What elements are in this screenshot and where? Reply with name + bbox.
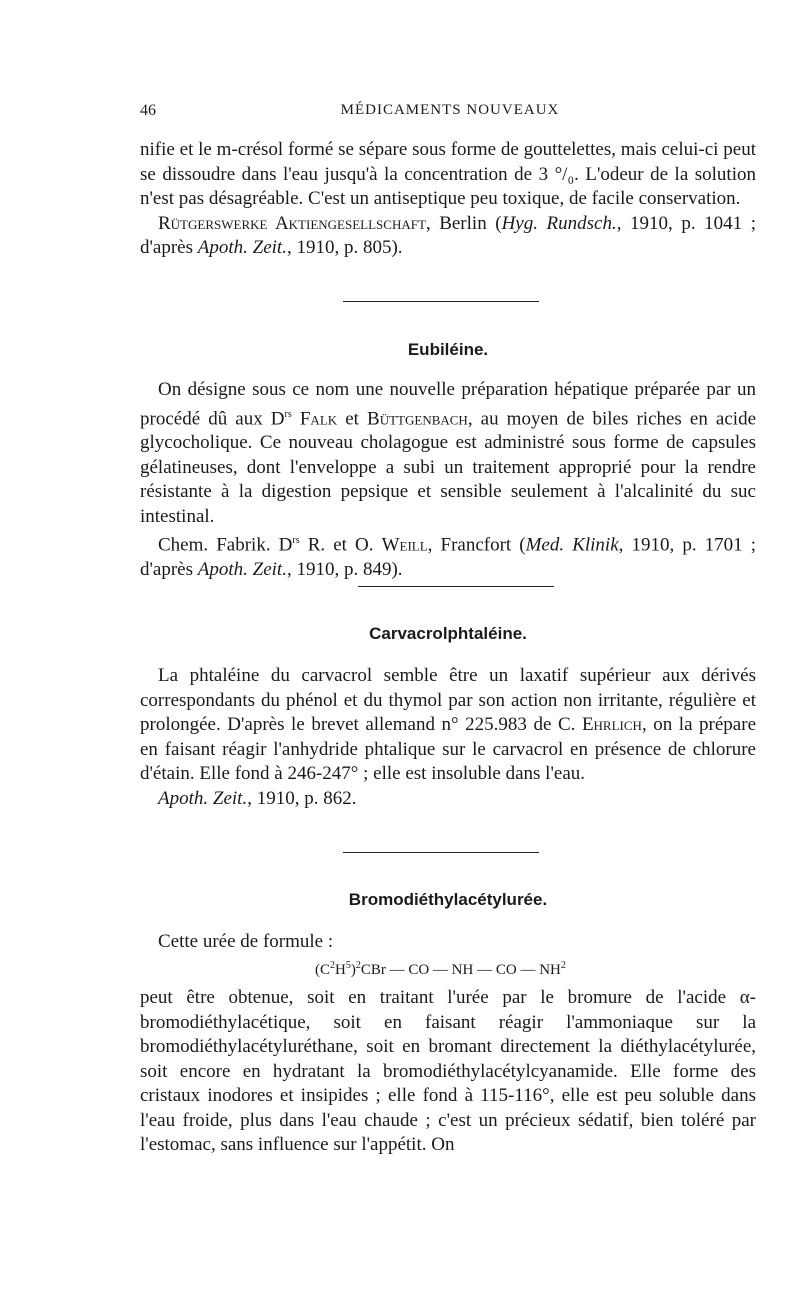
eubileine-paragraph — [140, 378, 756, 529]
ref-text: , 1910, p. 1701 ; d'après — [140, 534, 757, 581]
ref-text: R. et O. — [299, 534, 382, 556]
body-text: La phtaléine du carvacrol semble être un laxatif supérieur aux dérivés correspondants du phénol et du thymol par son action non irritante, régulière et prolongée. D'après le brevet allemand n° 225.983 de C. — [140, 665, 756, 735]
ref-text: , 1910, p. 849). — [286, 559, 403, 581]
ref-text: , Francfort ( — [427, 534, 526, 556]
author-name: Ehrlich — [581, 714, 642, 735]
superscript: rs — [292, 535, 300, 547]
ref-company: Rütgerswerke Aktiengesellschaft — [158, 212, 426, 234]
ref-journal: Apoth. Zeit. — [158, 787, 248, 809]
carvacrol-paragraph — [140, 664, 756, 787]
eubileine-section — [140, 378, 756, 583]
formula-sup: 2 — [355, 960, 361, 971]
ref-text: , 1910, p. 805). — [286, 237, 403, 258]
ref-text: , 1910, p. 1041 ; d'après — [140, 212, 756, 258]
formula-part: ) — [350, 962, 356, 978]
author-name: Weill — [381, 534, 428, 556]
formula-sup: 2 — [560, 960, 566, 971]
ref-text: Chem. Fabrik. D — [158, 534, 293, 556]
running-head — [140, 102, 760, 124]
formula-sup: 2 — [330, 960, 335, 971]
section-title-bromodiethylacetyluree: Bromodiéthylacétylurée. — [348, 890, 548, 909]
formula-part: CBr — CO — NH — CO — NH — [360, 962, 561, 978]
bromo-intro — [140, 930, 756, 955]
running-title: MÉDICAMENTS NOUVEAUX — [340, 102, 560, 118]
ref-journal: Apoth. Zeit. — [197, 237, 287, 258]
bromo-section — [140, 986, 756, 1158]
section-divider — [343, 301, 539, 302]
section-divider — [358, 586, 554, 587]
eubileine-reference — [140, 529, 756, 582]
superscript: rs — [284, 408, 292, 420]
bromo-intro-text: Cette urée de formule : — [158, 931, 334, 952]
page-number: 46 — [140, 102, 156, 119]
body-text: On désigne sous ce nom une nouvelle préparation hépatique préparée par un procédé dû aux D — [140, 379, 756, 429]
formula-sup: 5 — [345, 960, 351, 971]
body-text: , on la prépare en faisant réagir l'anhydride phtalique sur le carvacrol en présence de chlorure d'étain. Elle fond à 246-247° ; elle est insoluble dans l'eau. — [140, 714, 757, 784]
ref-journal: Hyg. Rundsch. — [501, 212, 617, 234]
bromo-paragraph: peut être obtenue, soit en traitant l'urée par le bromure de l'acide α-bromodiéthylacétique, soit en faisant réagir l'ammoniaque sur la bromodiéthylacétyluréthane, soit en bromant directement la diéthylacétylurée, soit encore en hydratant la bromodiéthylacétylcyanamide. Elle forme des cristaux inodores et insipides ; elle fond à 115-116°, elle est peu soluble dans l'eau froide, plus dans l'eau chaude ; c'est un précieux sédatif, bien toléré par l'estomac, sans influence sur l'appétit. On — [140, 987, 756, 1155]
formula-part: H — [335, 962, 346, 978]
body-text: , au moyen de biles riches en acide glycocholique. Ce nouveau cholagogue est administré sous forme de capsules gélatineuses, dont l'enveloppe a subi un traitement approprié pour la rendre résistante à la digestion pepsique et sensible seulement à l'alcalinité du suc intestinal. — [140, 407, 757, 527]
section-divider — [343, 852, 539, 853]
ref-text: , Berlin ( — [425, 212, 502, 234]
author-name: Büttgenbach — [367, 407, 468, 429]
body-text: et — [337, 407, 368, 429]
intro-reference — [140, 212, 756, 261]
formula-part: (C — [315, 962, 330, 978]
ref-journal: Apoth. Zeit. — [197, 559, 287, 581]
ref-journal: Med. Klinik — [525, 534, 619, 556]
author-name: Falk — [291, 407, 338, 429]
carvacrol-section — [140, 664, 756, 811]
section-title-carvacrolphtaleine: Carvacrolphtaléine. — [369, 624, 527, 643]
chemical-formula — [315, 960, 735, 979]
intro-section — [140, 138, 756, 261]
ref-text: , 1910, p. 862. — [247, 787, 357, 809]
section-title-eubileine: Eubiléine. — [407, 340, 489, 359]
carvacrol-reference — [140, 787, 756, 812]
intro-paragraph: nifie et le m-crésol formé se sépare sous forme de gouttelettes, mais celui-ci peut se dissoudre dans l'eau jusqu'à la concentration de 3 °/₀. L'odeur de la solution n'est pas désagréable. C'est un antiseptique peu toxique, de facile conservation. — [140, 139, 756, 209]
